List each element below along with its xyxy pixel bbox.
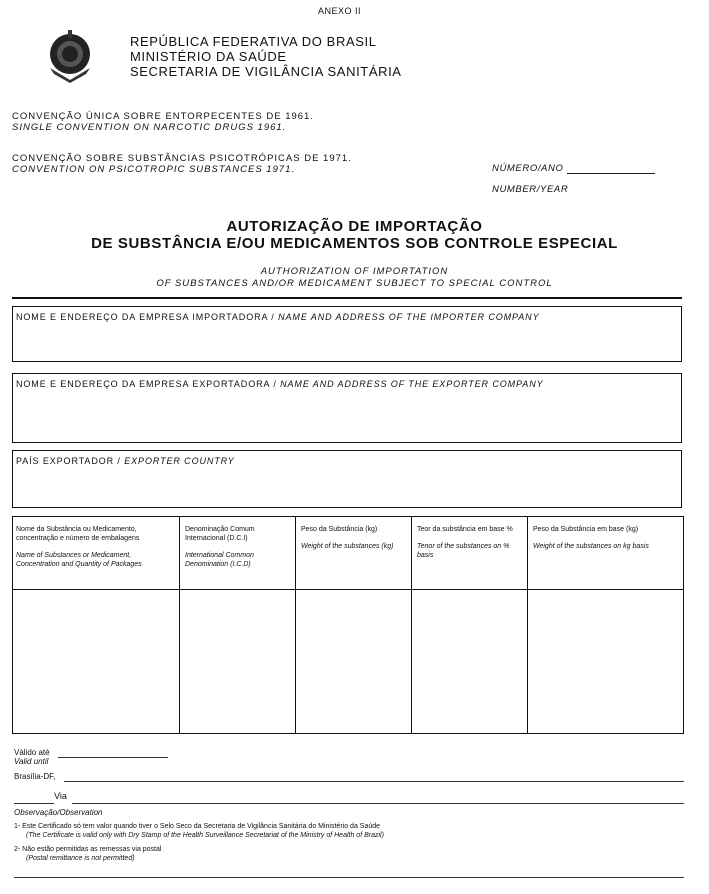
header-line-republic: REPÚBLICA FEDERATIVA DO BRASIL [130,34,377,49]
column-header-dci: Denominação Comum Internacional (D.C.I) International Common Denomination (I.C.D) [185,526,255,568]
via-line [72,802,684,804]
exporter-label: NOME E ENDEREÇO DA EMPRESA EXPORTADORA / NAME AND ADDRESS OF THE EXPORTER COMPANY [16,379,544,389]
convention-1961-en: SINGLE CONVENTION ON NARCOTIC DRUGS 1961. [12,122,287,133]
substances-table [12,516,684,734]
number-year-field [492,163,655,174]
column-divider [411,517,412,733]
convention-1971-pt: CONVENÇÃO SOBRE SUBSTÂNCIAS PSICOTRÓPICAS DE 1971. [12,153,352,164]
convention-1961-pt: CONVENÇÃO ÚNICA SOBRE ENTORPECENTES DE 1961. [12,111,314,122]
date-input[interactable] [64,780,684,782]
document-subtitle [0,266,709,290]
note-2: 2- Não estão permitidas as remessas via postal (Postal remittance is not permitted) [14,846,162,862]
column-divider [527,517,528,733]
title-line-1: AUTORIZAÇÃO DE IMPORTAÇÃO [226,218,483,235]
header-line-ministry: MINISTÉRIO DA SAÚDE [130,49,287,64]
convention-1971-en: CONVENTION ON PSICOTROPIC SUBSTANCES 1971. [12,164,296,175]
exporter-country-field[interactable] [12,450,682,508]
column-divider [295,517,296,733]
title-line-2: DE SUBSTÂNCIA E/OU MEDICAMENTOS SOB CONTROLE ESPECIAL [91,235,618,252]
annex-label: ANEXO II [318,6,362,16]
convention-1971 [12,153,352,175]
number-year-label-pt: NÚMERO/ANO [492,163,564,174]
divider [12,297,682,299]
column-header-tenor: Teor da substância em base % Tenor of the substances on % basis [417,526,513,559]
observation-label: Observação/Observation [14,808,103,817]
valid-until-input[interactable] [58,756,168,758]
column-header-substance: Nome da Substância ou Medicamento, concentração e número de embalagens Name of Substances or Medicament, Concentration and Quantity of Packages [16,526,142,568]
number-year-input[interactable] [567,164,655,174]
header-line-secretariat: SECRETARIA DE VIGILÂNCIA SANITÁRIA [130,64,402,79]
document-title [0,218,709,252]
importer-label: NOME E ENDEREÇO DA EMPRESA IMPORTADORA / NAME AND ADDRESS OF THE IMPORTER COMPANY [16,312,540,322]
exporter-country-label: PAÍS EXPORTADOR / EXPORTER COUNTRY [16,456,235,466]
via-input[interactable] [14,802,54,804]
via-label: Via [54,791,67,801]
importer-field[interactable] [12,306,682,362]
column-header-weight: Peso da Substância (kg) Weight of the substances (kg) [301,526,394,550]
column-divider [179,517,180,733]
bottom-rule [14,876,684,878]
exporter-field[interactable] [12,373,682,443]
issuer-header [130,34,402,79]
column-header-weight-base: Peso da Substância em base (kg) Weight of the substances on kg basis [533,526,649,550]
subtitle-line-1: AUTHORIZATION OF IMPORTATION [260,266,449,277]
convention-1961 [12,111,314,133]
number-year-label-en: NUMBER/YEAR [492,184,569,195]
valid-until-label: Válido até Valid until [14,748,50,766]
header-row-divider [13,589,683,590]
coat-of-arms-seal-icon [42,28,98,84]
brasilia-label: Brasília-DF, [14,772,56,781]
note-1: 1- Este Certificado só tem valor quando tiver o Selo Seco da Secretaria de Vigilância Sanitária do Ministério da Saúde (The Certificate is valid only with Dry Stamp of the Health Surveillance Secretariat of the Ministry of Health of Brazil) [14,823,384,839]
subtitle-line-2: OF SUBSTANCES AND/OR MEDICAMENT SUBJECT TO SPECIAL CONTROL [156,278,553,289]
